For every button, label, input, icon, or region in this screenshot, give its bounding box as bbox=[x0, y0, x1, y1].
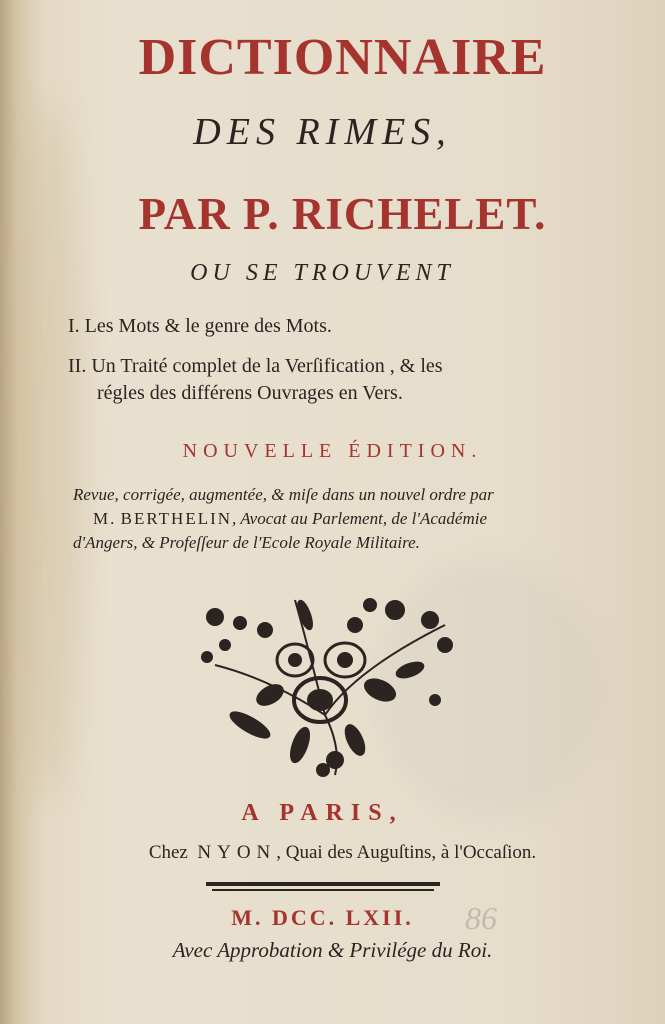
imprint-city: A PARIS, bbox=[241, 800, 404, 826]
reviser-name: BERTHELIN bbox=[120, 509, 233, 528]
item-number: I. bbox=[68, 315, 80, 337]
reviser-prefix: M. bbox=[93, 509, 117, 528]
publisher-line bbox=[10, 842, 665, 864]
privilege-line: Avec Approbation & Privilége du Roi. bbox=[172, 938, 493, 962]
revision-line-3: d'Angers, & Profeſſeur de l'Ecole Royale Militaire. bbox=[73, 533, 420, 552]
publication-date: M. DCC. LXII. bbox=[231, 905, 414, 930]
author-line: PAR P. RICHELET. bbox=[138, 189, 547, 239]
divider-rule-thick bbox=[206, 882, 440, 886]
floral-ornament-icon bbox=[195, 595, 465, 780]
item-text: Les Mots & le genre des Mots. bbox=[84, 315, 332, 337]
revision-line-2 bbox=[93, 509, 487, 529]
publisher-prefix: Chez bbox=[148, 842, 188, 863]
publisher-name: NYON bbox=[197, 842, 277, 863]
edition-heading: NOUVELLE ÉDITION. bbox=[182, 440, 483, 462]
contents-item-2 bbox=[68, 355, 443, 378]
publisher-address: , Quai des Auguſtins, à l'Occaſion. bbox=[276, 842, 537, 863]
contents-item-1 bbox=[68, 315, 332, 338]
contents-item-2-continued: régles des différens Ouvrages en Vers. bbox=[97, 382, 403, 404]
item-number: II. bbox=[68, 355, 87, 377]
pencil-annotation: 86 bbox=[465, 900, 497, 936]
subtitle: OU SE TROUVENT bbox=[190, 260, 455, 286]
title-line-2: DES RIMES, bbox=[193, 111, 452, 153]
revision-line-1: Revue, corrigée, augmentée, & miſe dans un nouvel ordre par bbox=[73, 485, 494, 504]
reviser-title: , Avocat au Parlement, de l'Académie bbox=[232, 509, 487, 528]
title-line-1: DICTIONNAIRE bbox=[138, 29, 547, 86]
divider-rule-thin bbox=[212, 889, 434, 891]
item-text: Un Traité complet de la Verſification , & les bbox=[91, 355, 443, 377]
